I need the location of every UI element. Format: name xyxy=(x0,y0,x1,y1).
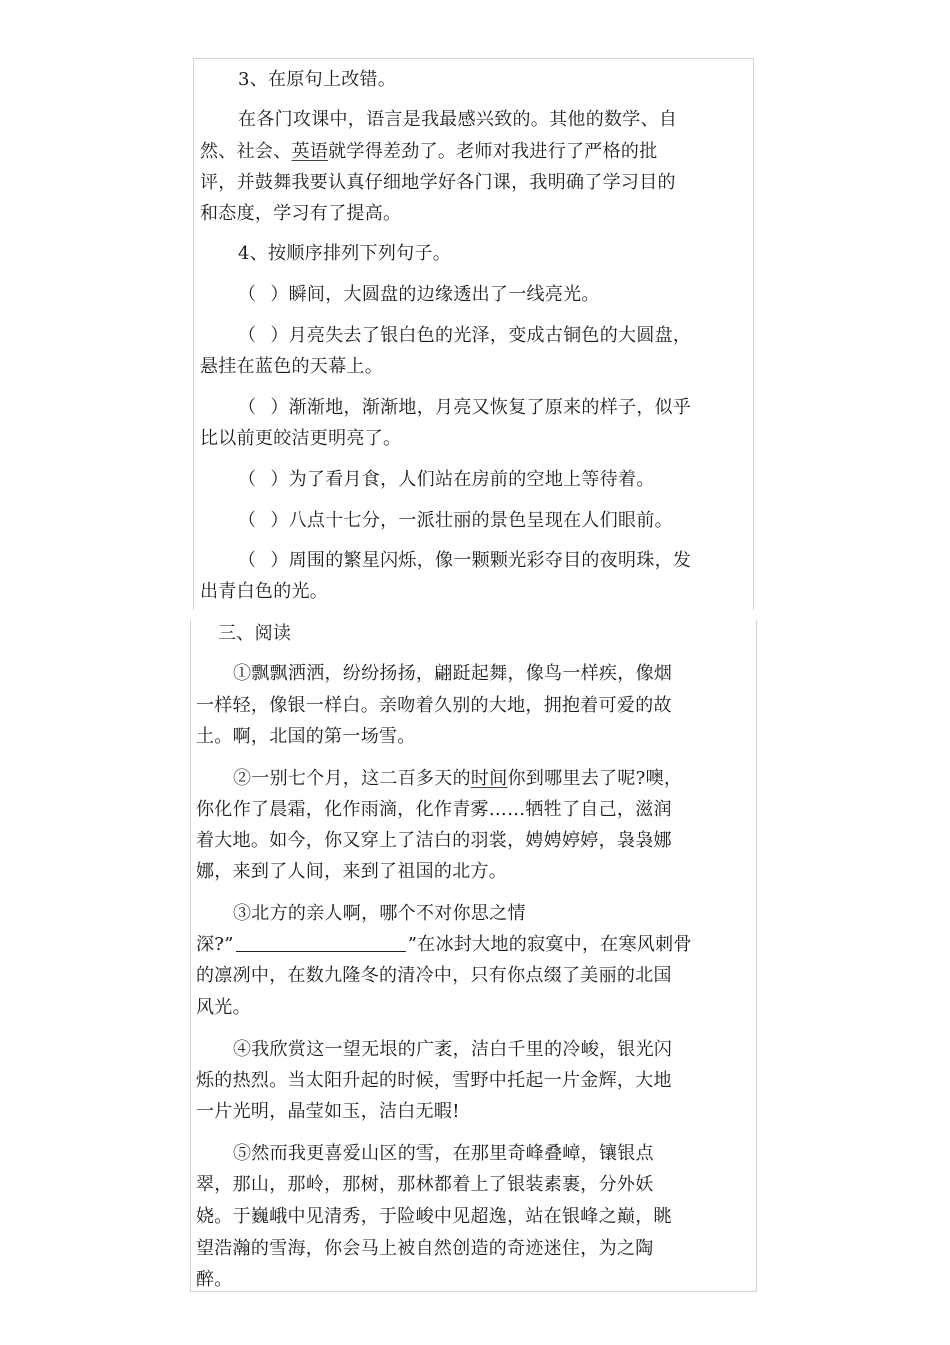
paren-close: ） xyxy=(270,284,289,305)
paragraph-4-line-2: 烁的热烈。当太阳升起的时候，雪野中托起一片金辉，大地 xyxy=(196,1070,672,1091)
paragraph-5-line-2: 翠，那山，那岭，那树，那林都着上了银装素裹，分外妖 xyxy=(196,1174,654,1195)
paragraph-2-text-a: ②一别七个月，这二百多天的 xyxy=(233,768,471,789)
paragraph-1-line-2: 一样轻，像银一样白。亲吻着久别的大地，拥抱着可爱的故 xyxy=(196,695,672,716)
fill-in-blank[interactable] xyxy=(236,933,406,952)
q3-line-2 xyxy=(200,140,658,164)
paren-close: ） xyxy=(270,510,289,531)
sentence-text: 渐渐地，渐渐地，月亮又恢复了原来的样子，似乎 xyxy=(288,397,692,418)
paren-open: （ xyxy=(238,550,257,571)
q3-line-3: 评，并鼓舞我要认真仔细地学好各门课，我明确了学习目的 xyxy=(200,172,676,193)
paragraph-3-line-1: ③北方的亲人啊，哪个不对你思之情 xyxy=(233,903,526,924)
q4-sentence-3-cont: 比以前更皎洁更明亮了。 xyxy=(200,428,402,449)
paragraph-4-line-3: 一片光明，晶莹如玉，洁白无暇! xyxy=(196,1101,460,1122)
paragraph-5-line-4: 望浩瀚的雪海，你会马上被自然创造的奇迹迷住，为之陶 xyxy=(196,1238,654,1259)
q4-sentence-1 xyxy=(238,283,600,307)
paragraph-4-line-1: ④我欣赏这一望无垠的广袤，洁白千里的冷峻，银光闪 xyxy=(233,1039,673,1060)
q4-sentence-5 xyxy=(238,509,673,533)
q4-sentence-2-cont: 悬挂在蓝色的天幕上。 xyxy=(200,356,383,377)
q4-sentence-6-cont: 出青白色的光。 xyxy=(200,581,329,602)
paragraph-1-line-1: ①飘飘洒洒，纷纷扬扬，翩跹起舞，像鸟一样疾，像烟 xyxy=(233,663,673,684)
paragraph-3-line-2 xyxy=(196,933,692,957)
paragraph-5-line-5: 醉。 xyxy=(196,1269,233,1290)
paragraph-5-line-3: 娆。于巍峨中见清秀，于险峻中见超逸，站在银峰之巅，眺 xyxy=(196,1206,672,1227)
q4-heading: 4、按顺序排列下列句子。 xyxy=(238,243,452,264)
paren-open: （ xyxy=(238,284,257,305)
paragraph-1-line-3: 土。啊，北国的第一场雪。 xyxy=(196,726,416,747)
q3-heading: 3、在原句上改错。 xyxy=(238,69,397,90)
q4-sentence-2 xyxy=(238,324,691,348)
q3-line-1: 在各门攻课中，语言是我最感兴致的。其他的数学、自 xyxy=(238,109,678,130)
q4-sentence-3 xyxy=(238,396,691,420)
q3-line-2-text-a: 然、社会、 xyxy=(200,141,292,162)
paragraph-2-line-3: 着大地。如今，你又穿上了洁白的羽裳，娉娉婷婷，袅袅娜 xyxy=(196,830,672,851)
q3-line-4: 和态度，学习有了提高。 xyxy=(200,203,402,224)
paren-close: ） xyxy=(270,469,289,490)
paren-open: （ xyxy=(238,510,257,531)
paragraph-3-line-3: 的凛冽中，在数九隆冬的清冷中，只有你点缀了美丽的北国 xyxy=(196,965,672,986)
paragraph-3-line-4: 风光。 xyxy=(196,997,251,1018)
sentence-text: 为了看月食，人们站在房前的空地上等待着。 xyxy=(288,469,655,490)
paragraph-2-underlined-word: 时间 xyxy=(470,768,508,789)
reading-heading: 三、阅读 xyxy=(218,623,292,644)
paren-open: （ xyxy=(238,325,257,346)
paragraph-5-line-1: ⑤然而我更喜爱山区的雪，在那里奇峰叠嶂，镶银点 xyxy=(233,1143,654,1164)
q4-sentence-6 xyxy=(238,549,691,573)
paragraph-3-text-b: ”在冰封大地的寂寞中，在寒风刺骨 xyxy=(407,934,692,955)
paren-close: ） xyxy=(270,397,289,418)
paren-close: ） xyxy=(270,325,289,346)
paragraph-2-text-b: 你到哪里去了呢?噢， xyxy=(507,768,683,789)
paragraph-3-text-a: 深?” xyxy=(196,934,234,955)
sentence-text: 八点十七分，一派壮丽的景色呈现在人们眼前。 xyxy=(288,510,673,531)
sentence-text: 月亮失去了银白色的光泽，变成古铜色的大圆盘， xyxy=(288,325,692,346)
paragraph-2-line-4: 娜，来到了人间，来到了祖国的北方。 xyxy=(196,861,508,882)
paragraph-2-line-1 xyxy=(233,767,682,791)
paren-close: ） xyxy=(270,550,289,571)
q4-sentence-4 xyxy=(238,468,655,492)
paren-open: （ xyxy=(238,397,257,418)
paragraph-2-line-2: 你化作了晨霜，化作雨滴，化作青雾……牺牲了自己，滋润 xyxy=(196,799,672,820)
q3-underlined-word: 英语 xyxy=(291,141,329,162)
q3-line-2-text-b: 就学得差劲了。老师对我进行了严格的批 xyxy=(328,141,658,162)
sentence-text: 瞬间，大圆盘的边缘透出了一线亮光。 xyxy=(288,284,600,305)
paren-open: （ xyxy=(238,469,257,490)
sentence-text: 周围的繁星闪烁，像一颗颗光彩夺目的夜明珠，发 xyxy=(288,550,692,571)
